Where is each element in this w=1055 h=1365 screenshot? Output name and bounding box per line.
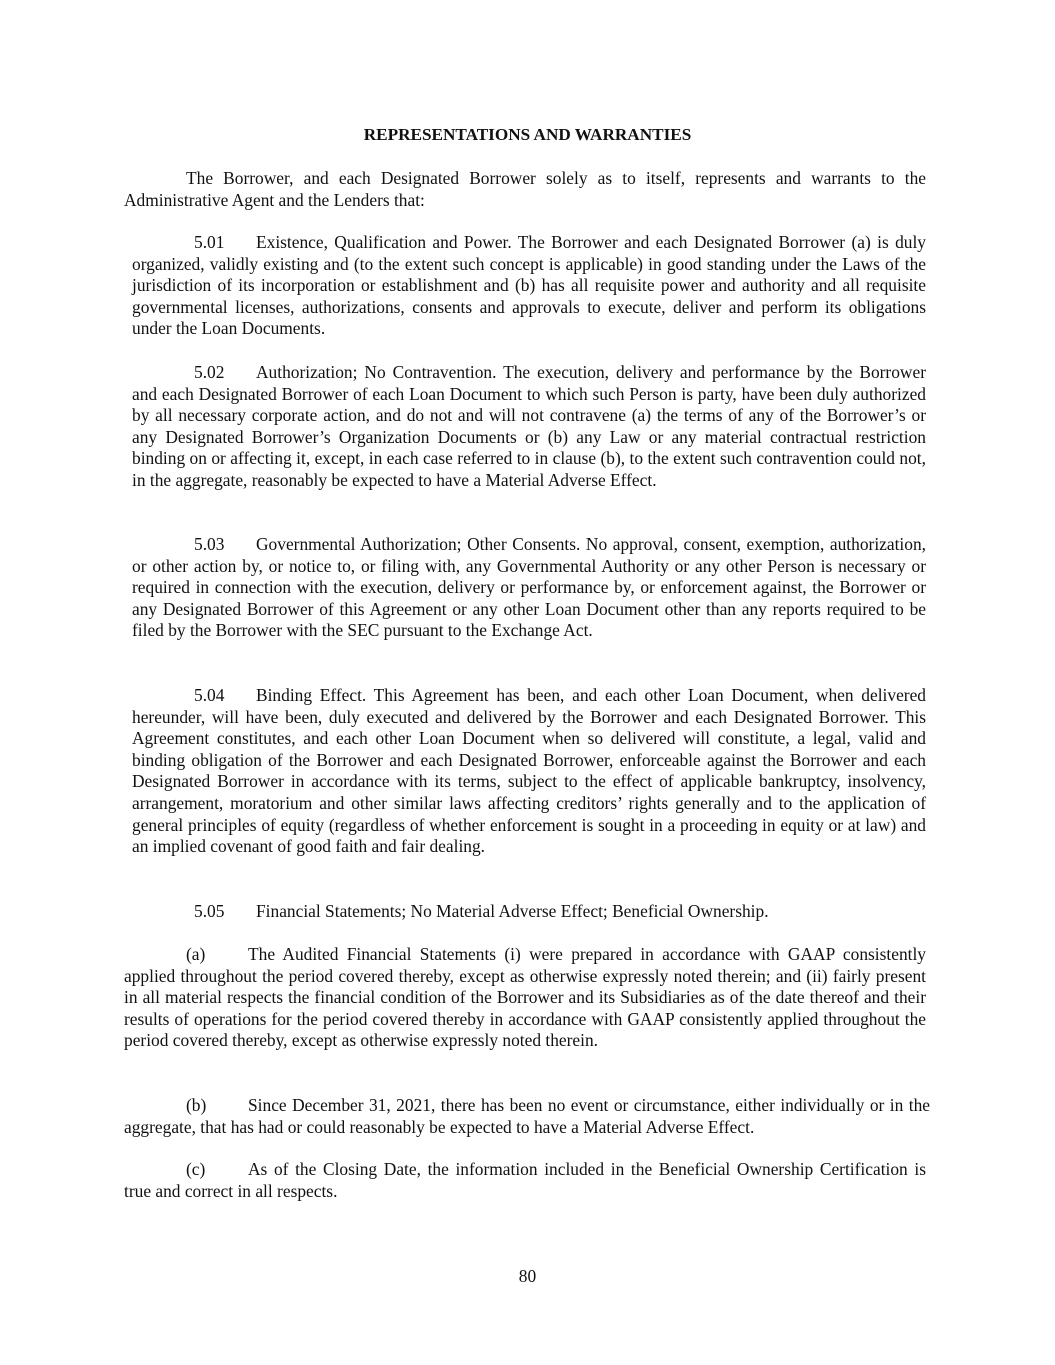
section-number: 5.02 xyxy=(194,362,225,382)
section-5-05 xyxy=(132,901,926,923)
article-heading: REPRESENTATIONS AND WARRANTIES xyxy=(363,125,692,144)
section-text: Binding Effect. This Agreement has been, and each other Loan Document, when delivered hereunder, will have been, duly executed and delivered by the Borrower and each Designated Borrower. This Agreement constitutes, and each other Loan Document when so delivered will constitute, a legal, valid and binding obligation of the Borrower and each Designated Borrower, enforceable against the Borrower and each Designated Borrower in accordance with its terms, subject to the effect of applicable bankruptcy, insolvency, arrangement, moratorium and other similar laws affecting creditors’ rights generally and to the application of general principles of equity (regardless of whether enforcement is sought in a proceeding in equity or at law) and an implied covenant of good faith and fair dealing. xyxy=(132,685,926,857)
section-text: Financial Statements; No Material Adverse Effect; Beneficial Ownership. xyxy=(256,901,769,921)
section-5-03 xyxy=(132,534,926,642)
subsection-text: The Audited Financial Statements (i) were prepared in accordance with GAAP consistently applied throughout the period covered thereby, except as otherwise expressly noted therein; and (ii) fairly present in all material respects the financial condition of the Borrower and its Subsidiaries as of the date thereof and their results of operations for the period covered thereby in accordance with GAAP consistently applied throughout the period covered thereby, except as otherwise expressly noted therein. xyxy=(124,944,926,1051)
subsection-text: Since December 31, 2021, there has been no event or circumstance, either individually or in the aggregate, that has had or could reasonably be expected to have a Material Adverse Effect. xyxy=(124,1095,930,1137)
subsection-c xyxy=(124,1159,926,1202)
section-number: 5.05 xyxy=(194,901,225,921)
subsection-a xyxy=(124,944,926,1052)
section-number: 5.01 xyxy=(194,232,225,252)
subsection-label: (b) xyxy=(186,1095,207,1115)
subsection-label: (a) xyxy=(186,944,206,964)
subsection-text: As of the Closing Date, the information included in the Beneficial Ownership Certification is true and correct in all respects. xyxy=(124,1159,926,1201)
subsection-label: (c) xyxy=(186,1159,206,1179)
page-number: 80 xyxy=(518,1266,537,1286)
section-text: Governmental Authorization; Other Consents. No approval, consent, exemption, authorization, or other action by, or notice to, or filing with, any Governmental Authority or any other Person is necessary or required in connection with the execution, delivery or performance by, or enforcement against, the Borrower or any Designated Borrower of this Agreement or any other Loan Document other than any reports required to be filed by the Borrower with the SEC pursuant to the Exchange Act. xyxy=(132,534,926,641)
section-5-04 xyxy=(132,685,926,858)
section-text: Existence, Qualification and Power. The Borrower and each Designated Borrower (a) is duly organized, validly existing and (to the extent such concept is applicable) in good standing under the Laws of the jurisdiction of its incorporation or establishment and (b) has all requisite power and authority and all requisite governmental licenses, authorizations, consents and approvals to execute, deliver and perform its obligations under the Loan Documents. xyxy=(132,232,926,339)
section-5-01 xyxy=(132,232,926,340)
section-number: 5.03 xyxy=(194,534,225,554)
section-5-02 xyxy=(132,362,926,492)
section-number: 5.04 xyxy=(194,685,225,705)
intro-paragraph: The Borrower, and each Designated Borrower solely as to itself, represents and warrants to the Administrative Agent and the Lenders that: xyxy=(124,168,926,210)
subsection-b xyxy=(124,1095,930,1138)
section-text: Authorization; No Contravention. The execution, delivery and performance by the Borrower and each Designated Borrower of each Loan Document to which such Person is party, have been duly authorized by all necessary corporate action, and do not and will not contravene (a) the terms of any of the Borrower’s or any Designated Borrower’s Organization Documents or (b) any Law or any material contractual restriction binding on or affecting it, except, in each case referred to in clause (b), to the extent such contravention could not, in the aggregate, reasonably be expected to have a Material Adverse Effect. xyxy=(132,362,926,490)
